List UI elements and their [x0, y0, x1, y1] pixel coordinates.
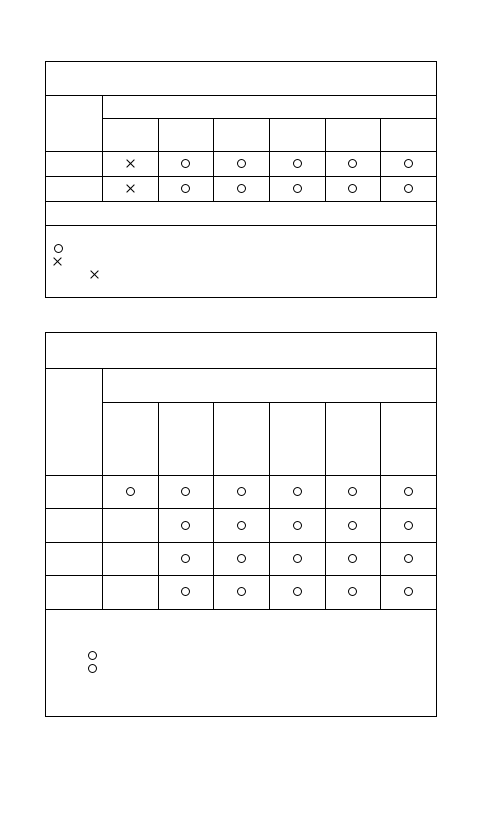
circle-mark — [404, 184, 413, 193]
table-2-rule — [380, 402, 381, 609]
circle-mark — [404, 159, 413, 168]
legend-circle-mark — [88, 664, 97, 673]
table-2-rule — [45, 508, 437, 509]
circle-mark — [181, 159, 190, 168]
table-1-rule — [102, 95, 103, 201]
circle-mark — [293, 554, 302, 563]
legend-circle-mark — [54, 244, 63, 253]
table-1-rule — [45, 176, 437, 177]
circle-mark — [348, 159, 357, 168]
circle-mark — [404, 587, 413, 596]
circle-mark — [293, 587, 302, 596]
circle-mark — [126, 487, 135, 496]
table-2-rule — [45, 542, 437, 543]
legend-cross-mark — [53, 257, 62, 266]
table-2-rule — [269, 402, 270, 609]
circle-mark — [348, 554, 357, 563]
table-2-rule — [158, 402, 159, 609]
circle-mark — [181, 184, 190, 193]
table-1-rule — [45, 95, 437, 96]
circle-mark — [181, 554, 190, 563]
table-2-rule — [45, 575, 437, 576]
circle-mark — [348, 521, 357, 530]
table-2-rule — [102, 368, 103, 609]
table-1-rule — [269, 118, 270, 201]
circle-mark — [293, 521, 302, 530]
table-2-rule — [45, 609, 437, 610]
circle-mark — [181, 587, 190, 596]
table-1 — [45, 61, 437, 298]
circle-mark — [348, 487, 357, 496]
table-1-rule — [158, 118, 159, 201]
circle-mark — [404, 521, 413, 530]
legend-cross-mark — [90, 270, 99, 279]
circle-mark — [237, 184, 246, 193]
table-1-rule — [45, 151, 437, 152]
circle-mark — [293, 184, 302, 193]
circle-mark — [237, 159, 246, 168]
table-2-rule — [45, 475, 437, 476]
table-1-rule — [45, 225, 437, 226]
table-1-rule — [213, 118, 214, 201]
table-2-rule — [325, 402, 326, 609]
circle-mark — [293, 159, 302, 168]
cross-mark — [126, 159, 135, 168]
circle-mark — [348, 184, 357, 193]
cross-mark — [126, 184, 135, 193]
circle-mark — [293, 487, 302, 496]
circle-mark — [404, 554, 413, 563]
table-2-rule — [213, 402, 214, 609]
circle-mark — [181, 521, 190, 530]
circle-mark — [237, 554, 246, 563]
circle-mark — [237, 587, 246, 596]
table-2-rule — [45, 368, 437, 369]
table-1-rule — [380, 118, 381, 201]
table-1-rule — [325, 118, 326, 201]
circle-mark — [237, 521, 246, 530]
table-1-rule — [45, 201, 437, 202]
circle-mark — [237, 487, 246, 496]
circle-mark — [348, 587, 357, 596]
circle-mark — [181, 487, 190, 496]
circle-mark — [404, 487, 413, 496]
legend-circle-mark — [88, 651, 97, 660]
